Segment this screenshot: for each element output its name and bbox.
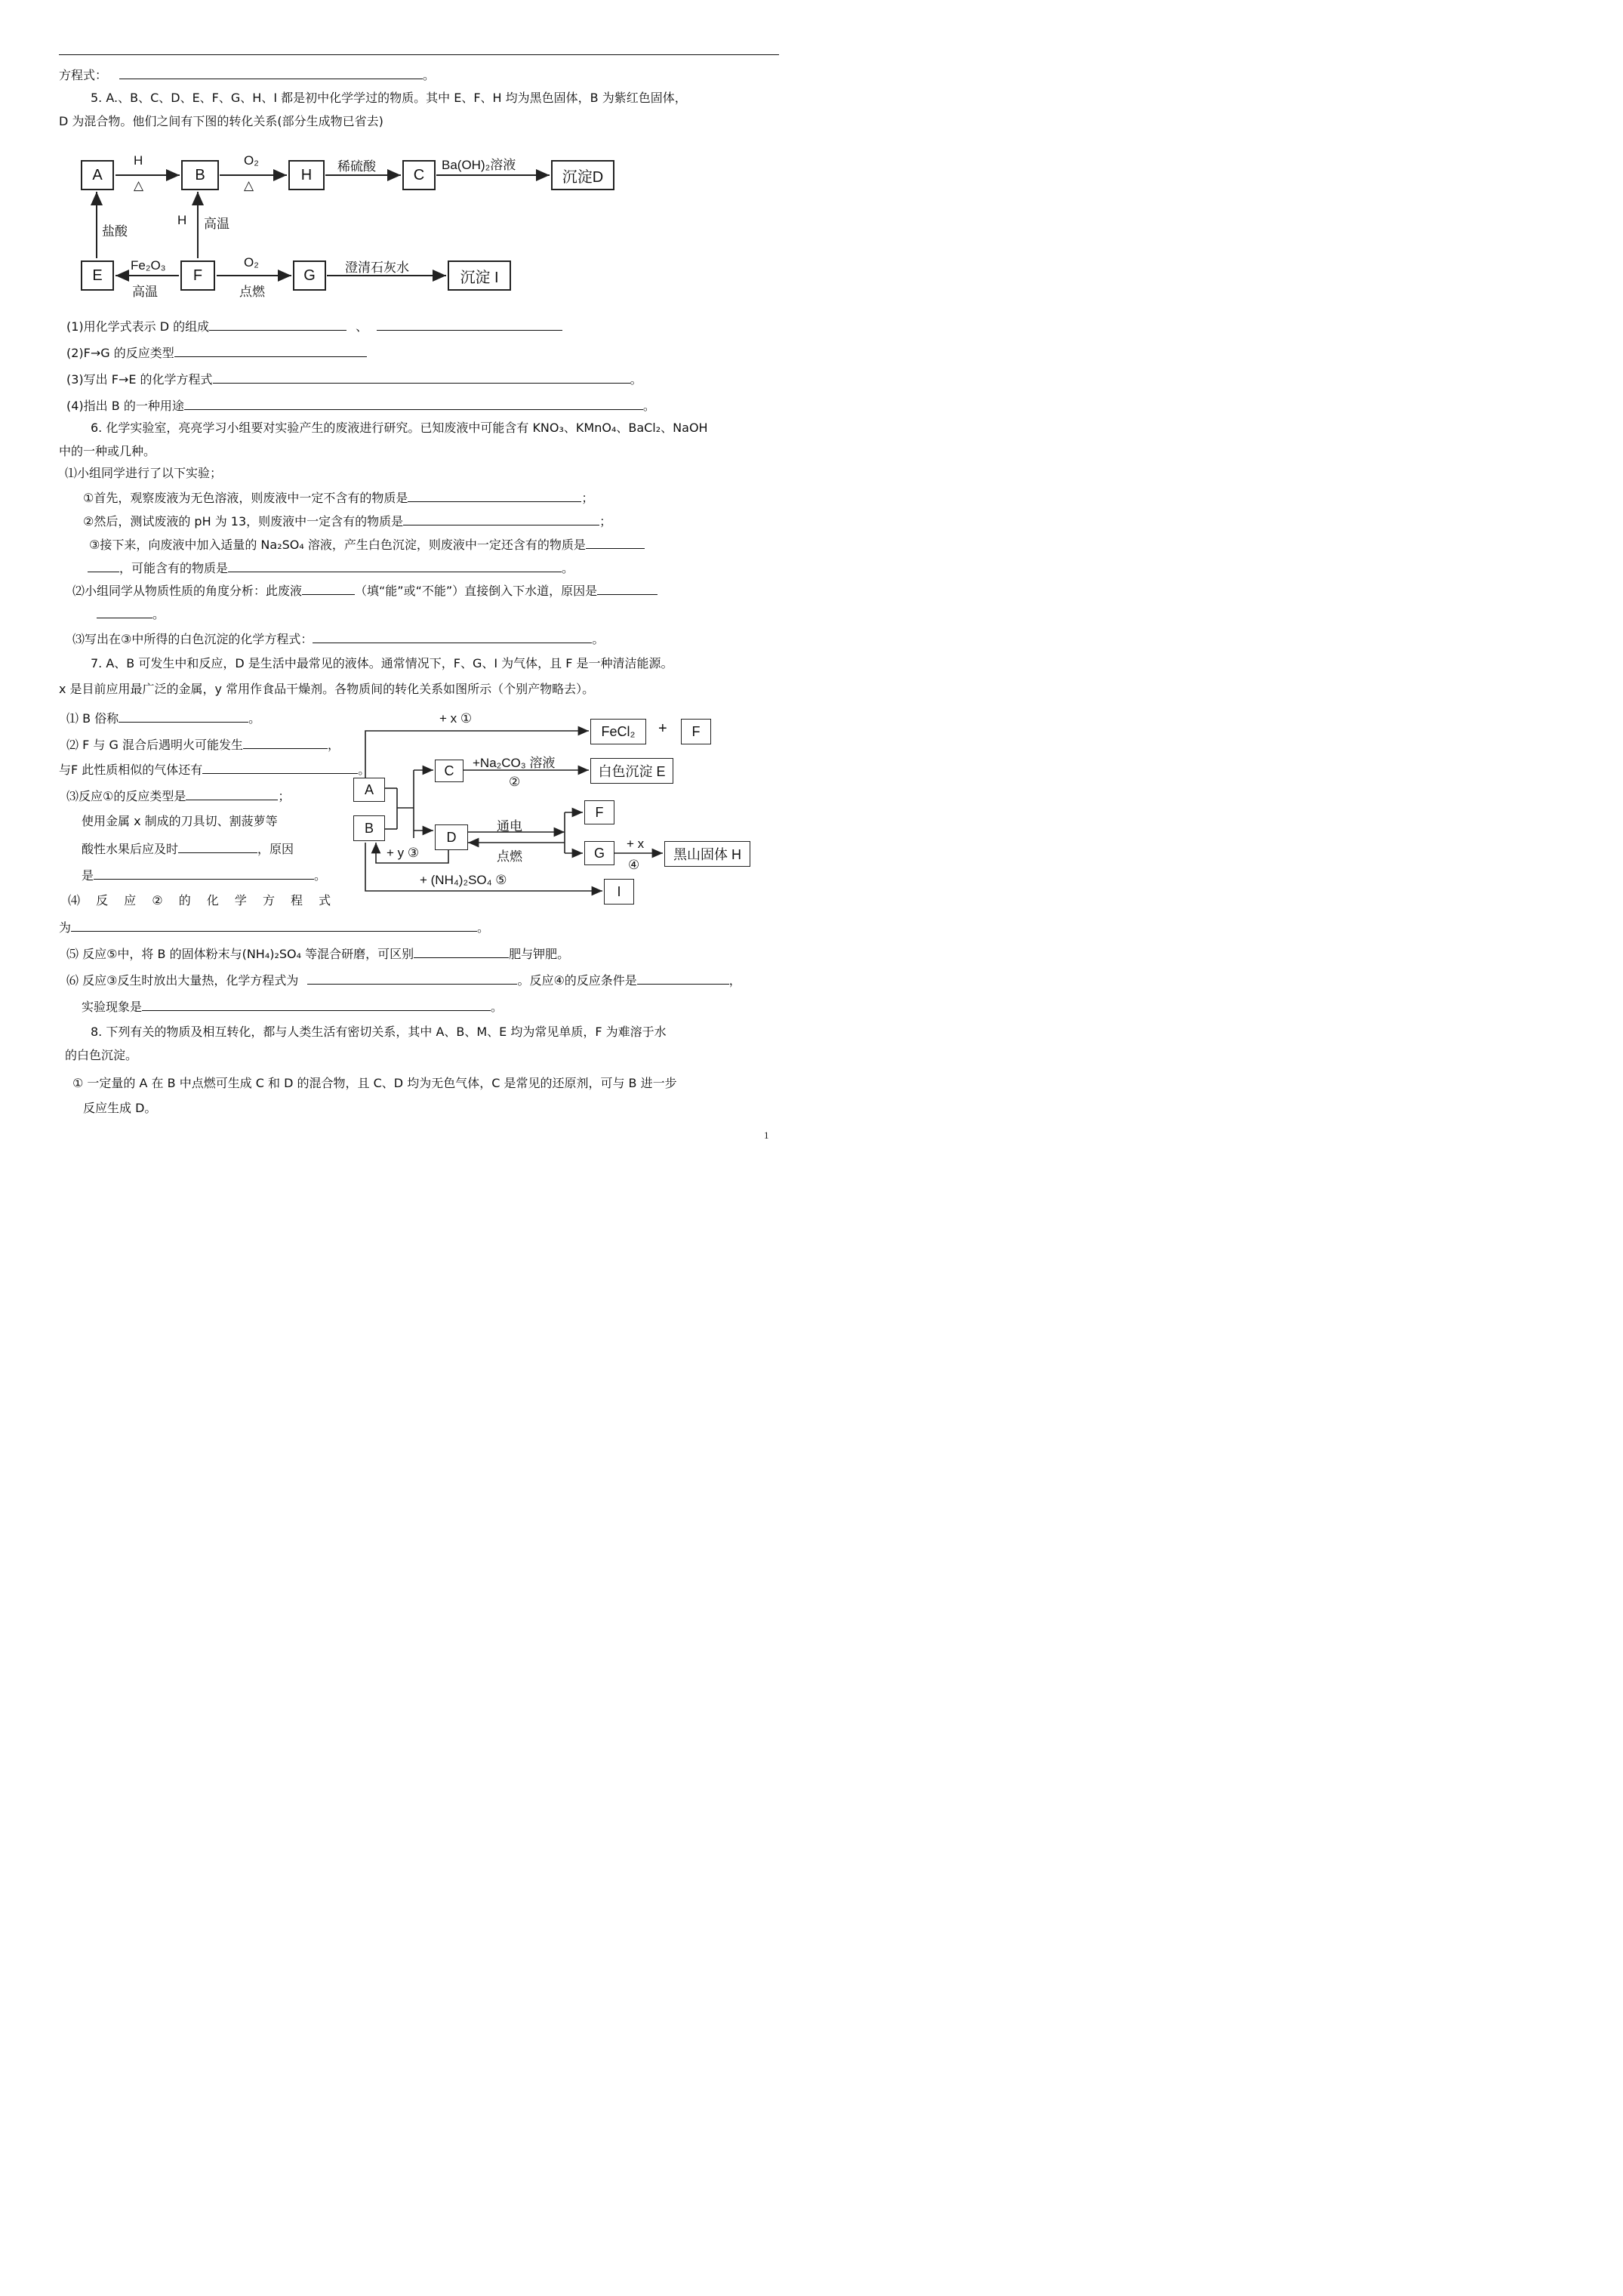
q6-intro-1: 6. 化学实验室，亮亮学习小组要对实验产生的废液进行研究。已知废液中可能含有 KNO₃、KMnO₄、BaCl₂、NaOH (91, 421, 708, 435)
label-r1: + x ① (439, 711, 473, 726)
answer-blank[interactable] (119, 710, 248, 723)
q6-part-2: ⑵小组同学从物质性质的角度分析：此废液 （填“能”或“不能”）直接倒入下水道，原因是 (72, 582, 658, 599)
q5-intro-1: 5. A.、B、C、D、E、F、G、H、I 都是初中化学学过的物质。其中 E、F、H 均为黑色固体，B 为紫红色固体， (91, 91, 687, 105)
label-fg-bottom: 点燃 (239, 285, 265, 299)
label-r4-top: + x (627, 837, 645, 851)
node-g: G (293, 260, 326, 291)
q7-intro-1: 7. A、B 可发生中和反应，D 是生活中最常见的液体。通常情况下，F、G、I 为气体，且 F 是一种清洁能源。 (91, 656, 673, 670)
label-r2-bottom: ② (509, 775, 521, 789)
answer-blank[interactable] (597, 582, 658, 595)
q5-question-4: (4)指出 B 的一种用途 。 (66, 399, 655, 413)
label-fe-bottom: 高温 (132, 285, 158, 299)
label-bh-top: O₂ (244, 153, 259, 168)
answer-blank[interactable] (377, 318, 562, 331)
q7-answer-1: ⑴ B 俗称 。 (66, 711, 261, 726)
answer-blank[interactable] (408, 489, 581, 502)
q7-answer-6: ⑹ 反应③反生时放出大量热，化学方程式为 。反应④的反应条件是 ， (66, 973, 741, 988)
node-black-solid-h: 黑山固体 H (664, 841, 750, 867)
q7-answer-2b: 与F 此性质相似的气体还有 。 (59, 763, 371, 777)
answer-blank[interactable] (403, 513, 599, 525)
q5-flow-diagram (72, 151, 619, 298)
answer-blank[interactable] (228, 559, 562, 572)
label-r2-top: +Na₂CO₃ 溶液 (473, 756, 556, 770)
label-r5: + (NH₄)₂SO₄ ⑤ (420, 873, 507, 887)
q7-answer-4b: 为 。 (59, 920, 490, 935)
q8-intro-1: 8. 下列有关的物质及相互转化，都与人类生活有密切关系，其中 A、B、M、E 均为常见单质，F 为难溶于水 (91, 1025, 667, 1039)
label-fb-right: 高温 (204, 217, 229, 231)
answer-blank[interactable] (307, 972, 517, 985)
node-white-ppt-e: 白色沉淀 E (590, 758, 673, 784)
header-rule (59, 54, 779, 55)
node-f: F (180, 260, 215, 291)
answer-blank[interactable] (243, 736, 328, 749)
node-a: A (81, 160, 114, 190)
answer-blank[interactable] (94, 867, 314, 880)
label-ab-top: H (134, 153, 143, 168)
q5-question-1: (1)用化学式表示 D 的组成 、 (66, 318, 562, 334)
q7-answer-6c: 实验现象是 。 (82, 1000, 504, 1014)
q5-intro-2: D 为混合物。他们之间有下图的转化关系(部分生成物已省去) (59, 114, 383, 128)
answer-blank[interactable] (202, 761, 358, 774)
label-fe-top: Fe₂O₃ (131, 258, 166, 273)
label-hc-top: 稀硫酸 (337, 159, 376, 174)
q7-answer-3e: 是 。 (82, 868, 327, 883)
q5-question-3: (3)写出 F→E 的化学方程式 。 (66, 372, 642, 387)
q7-intro-2: x 是目前应用最广泛的金属，y 常用作食品干燥剂。各物质间的转化关系如图所示（个别产物略去）。 (59, 682, 595, 696)
answer-blank[interactable] (184, 397, 643, 410)
answer-blank[interactable] (637, 972, 729, 985)
page-number: 1 (764, 1130, 769, 1141)
label-gi-top: 澄清石灰水 (345, 260, 409, 275)
label-ab-bottom: △ (134, 178, 144, 193)
answer-blank[interactable] (186, 787, 278, 800)
label-cd-top: Ba(OH)₂溶液 (442, 158, 516, 172)
node-h: H (288, 160, 325, 190)
node-i: I (604, 879, 634, 905)
node-a: A (353, 778, 385, 802)
answer-blank[interactable] (178, 840, 257, 853)
q7-answer-3b: 使用金属 x 制成的刀具切、割菠萝等 (82, 814, 278, 828)
label-ea: 盐酸 (102, 224, 128, 239)
answer-blank[interactable] (209, 318, 346, 331)
label-bh-bottom: △ (244, 178, 254, 193)
node-fecl2: FeCl₂ (590, 719, 646, 744)
node-d: 沉淀D (551, 160, 614, 190)
answer-blank[interactable] (71, 919, 477, 932)
q7-answer-3: ⑶反应①的反应类型是 ； (66, 789, 291, 803)
equation-line: 方程式： 。 (59, 68, 436, 82)
label-fb-left: H (177, 213, 187, 227)
answer-blank[interactable] (302, 582, 355, 595)
node-i: 沉淀 I (448, 260, 511, 291)
answer-blank[interactable] (313, 630, 592, 643)
q8-item-1: ① 一定量的 A 在 B 中点燃可生成 C 和 D 的混合物，且 C、D 均为无色气体，C 是常见的还原剂，可与 B 进一步 (72, 1076, 677, 1090)
answer-blank[interactable] (174, 344, 367, 357)
label-fg-top: O₂ (244, 255, 259, 270)
answer-blank[interactable] (88, 559, 119, 572)
label-ignite: 点燃 (497, 849, 522, 864)
node-f: F (584, 800, 614, 824)
q6-part-1: ⑴小组同学进行了以下实验； (65, 466, 223, 480)
label-electrolysis: 通电 (497, 819, 522, 834)
q8-intro-2: 的白色沉淀。 (65, 1048, 138, 1062)
q6-part-3: ⑶写出在③中所得的白色沉淀的化学方程式： 。 (72, 632, 605, 646)
q6-step-1: ①首先，观察废液为无色溶液，则废液中一定不含有的物质是 ； (83, 491, 594, 505)
node-c: C (402, 160, 436, 190)
q7-flow-diagram (349, 710, 756, 908)
q7-answer-5: ⑸ 反应⑤中，将 B 的固体粉末与(NH₄)₂SO₄ 等混合研磨，可区别 肥与钾肥。 (66, 947, 570, 961)
q6-intro-2: 中的一种或几种。 (59, 444, 156, 458)
q7-answer-4: ⑷ 反 应 ② 的 化 学 方 程 式 (68, 893, 337, 908)
q7-answer-3c: 酸性水果后应及时 ，原因 (82, 842, 294, 856)
answer-blank[interactable] (142, 998, 491, 1011)
q7-answer-2: ⑵ F 与 G 混合后遇明火可能发生 ， (66, 738, 340, 752)
node-c: C (435, 760, 463, 782)
plus-sign: + (658, 720, 667, 737)
answer-blank[interactable] (414, 945, 509, 958)
q6-part-2b: 。 (97, 606, 165, 622)
node-b: B (181, 160, 219, 190)
label-r3: + y ③ (387, 846, 420, 860)
q5-question-2: (2)F→G 的反应类型 (66, 344, 367, 361)
label-r4-bottom: ④ (628, 858, 640, 872)
answer-blank[interactable] (97, 606, 152, 618)
node-b: B (353, 815, 385, 841)
q6-step-3: ③接下来，向废液中加入适量的 Na₂SO₄ 溶液，产生白色沉淀，则废液中一定还含有的物质是 (89, 536, 645, 553)
node-d: D (435, 824, 468, 850)
answer-blank[interactable] (213, 371, 630, 384)
q6-step-3b: ，可能含有的物质是 。 (88, 559, 574, 576)
answer-blank[interactable] (586, 536, 645, 549)
q6-step-2: ②然后，测试废液的 pH 为 13，则废液中一定含有的物质是 ； (83, 514, 612, 529)
node-f-top: F (681, 719, 711, 744)
answer-blank[interactable] (119, 66, 423, 79)
node-e: E (81, 260, 114, 291)
q8-item-1b: 反应生成 D。 (83, 1101, 157, 1115)
node-g: G (584, 841, 614, 865)
